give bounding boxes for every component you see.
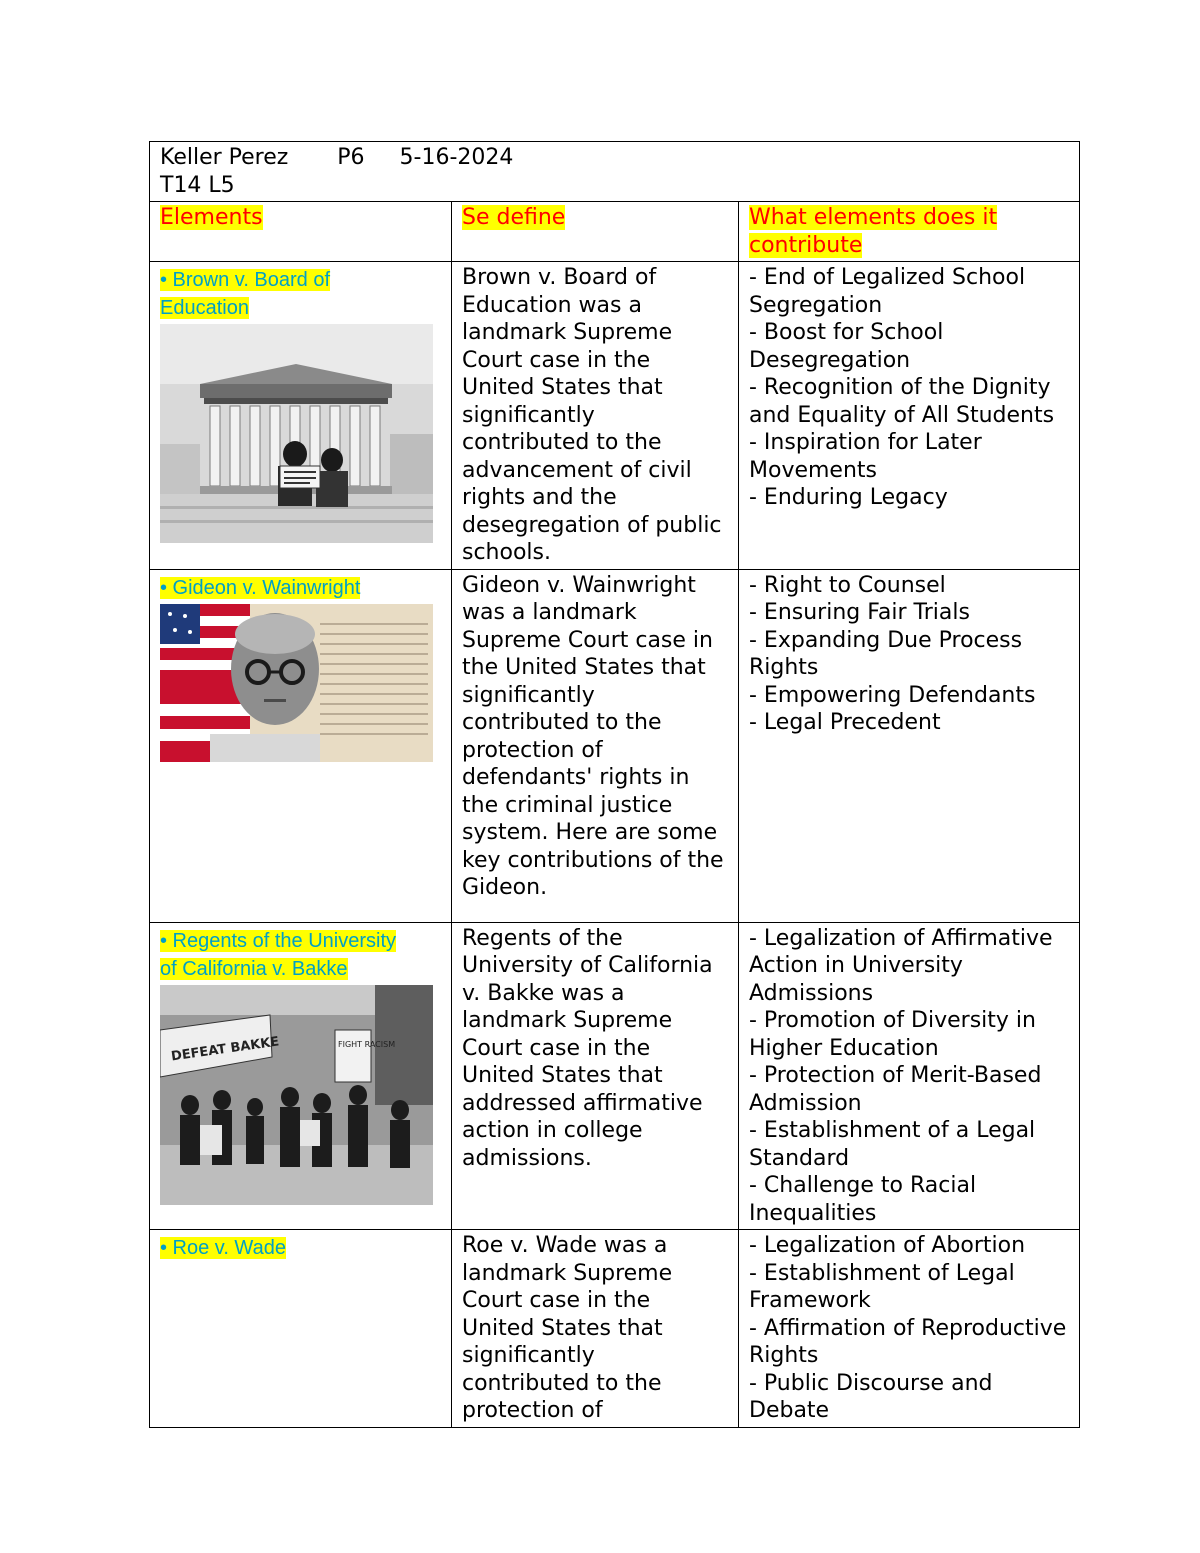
list-item: - Enduring Legacy bbox=[749, 485, 948, 510]
contributions-list bbox=[749, 1232, 1069, 1425]
header-info-cell bbox=[150, 142, 1080, 202]
list-item: - Legalization of Affirmative Action in University Admissions bbox=[749, 925, 1053, 1006]
definition-cell: Brown v. Board of Education was a landmark Supreme Court case in the United States that significantly contributed to the advancement of civil rights and the desegregation of public schools. bbox=[452, 262, 739, 570]
list-item: - Expanding Due Process Rights bbox=[749, 627, 1023, 680]
unit-lesson: T14 L5 bbox=[160, 172, 235, 198]
col-header-elements: Elements bbox=[160, 205, 263, 230]
table-row bbox=[150, 922, 1080, 1230]
list-item: - Affirmation of Reproductive Rights bbox=[749, 1315, 1067, 1368]
case-title: • Roe v. Wade bbox=[160, 1237, 286, 1259]
contributions-cell bbox=[739, 569, 1080, 922]
case-title: • Regents of the University of California v. Bakke bbox=[160, 929, 396, 980]
worksheet-table bbox=[149, 141, 1080, 1428]
contributions-cell bbox=[739, 262, 1080, 570]
list-item: - Recognition of the Dignity and Equality of All Students bbox=[749, 375, 1055, 428]
bakke-protest-photo bbox=[160, 985, 441, 1205]
col-header-contribute-cell bbox=[739, 202, 1080, 262]
case-title: • Gideon v. Wainwright bbox=[160, 576, 361, 599]
student-name: Keller Perez bbox=[160, 145, 289, 170]
protest-sign-text: DEFEAT BAKKE bbox=[170, 1033, 281, 1064]
contributions-list bbox=[749, 264, 1069, 512]
table-row bbox=[150, 262, 1080, 570]
case-title: • Brown v. Board of Education bbox=[160, 269, 331, 319]
list-item: - Establishment of a Legal Standard bbox=[749, 1118, 1036, 1171]
supreme-court-photo bbox=[160, 324, 441, 543]
definition-cell: Regents of the University of California v. Bakke was a landmark Supreme Court case in the United States that addressed affirmative action in college admissions. bbox=[452, 922, 739, 1230]
element-cell bbox=[150, 922, 452, 1230]
col-header-define-cell bbox=[452, 202, 739, 262]
col-header-contribute: What elements does it contribute bbox=[749, 205, 998, 258]
table-row bbox=[150, 1230, 1080, 1428]
element-cell bbox=[150, 569, 452, 922]
list-item: - Legal Precedent bbox=[749, 710, 941, 735]
list-item: - Establishment of Legal Framework bbox=[749, 1260, 1015, 1313]
list-item: - Legalization of Abortion bbox=[749, 1233, 1026, 1258]
gideon-portrait-photo bbox=[160, 604, 441, 762]
list-item: - Protection of Merit-Based Admission bbox=[749, 1063, 1042, 1116]
list-item: - Empowering Defendants bbox=[749, 682, 1036, 708]
element-cell bbox=[150, 1230, 452, 1428]
list-item: - End of Legalized School Segregation bbox=[749, 265, 1026, 318]
col-header-define: Se define bbox=[462, 205, 566, 230]
header-row bbox=[150, 142, 1080, 202]
period: P6 bbox=[337, 145, 365, 170]
list-item: - Boost for School Desegregation bbox=[749, 320, 944, 373]
header-line-1 bbox=[160, 144, 1069, 172]
contributions-list bbox=[749, 925, 1069, 1228]
contributions-cell bbox=[739, 1230, 1080, 1428]
table-row bbox=[150, 569, 1080, 922]
date: 5-16-2024 bbox=[399, 145, 514, 170]
list-item: - Right to Counsel bbox=[749, 572, 946, 598]
protest-sign-text-2: FIGHT RACISM bbox=[338, 1039, 396, 1049]
element-cell bbox=[150, 262, 452, 570]
list-item: - Promotion of Diversity in Higher Education bbox=[749, 1008, 1036, 1061]
col-header-elements-cell bbox=[150, 202, 452, 262]
list-item: - Challenge to Racial Inequalities bbox=[749, 1173, 977, 1226]
list-item: - Inspiration for Later Movements bbox=[749, 430, 982, 483]
contributions-cell bbox=[739, 922, 1080, 1230]
contributions-list bbox=[749, 572, 1069, 737]
definition-cell: Gideon v. Wainwright was a landmark Supreme Court case in the United States that significantly contributed to the protection of defendants' rights in the criminal justice system. Here are some key contributions of the Gideon. bbox=[452, 569, 739, 922]
definition-cell: Roe v. Wade was a landmark Supreme Court case in the United States that significantly contributed to the protection of bbox=[452, 1230, 739, 1428]
list-item: - Public Discourse and Debate bbox=[749, 1370, 993, 1423]
list-item: - Ensuring Fair Trials bbox=[749, 600, 970, 625]
column-header-row bbox=[150, 202, 1080, 262]
